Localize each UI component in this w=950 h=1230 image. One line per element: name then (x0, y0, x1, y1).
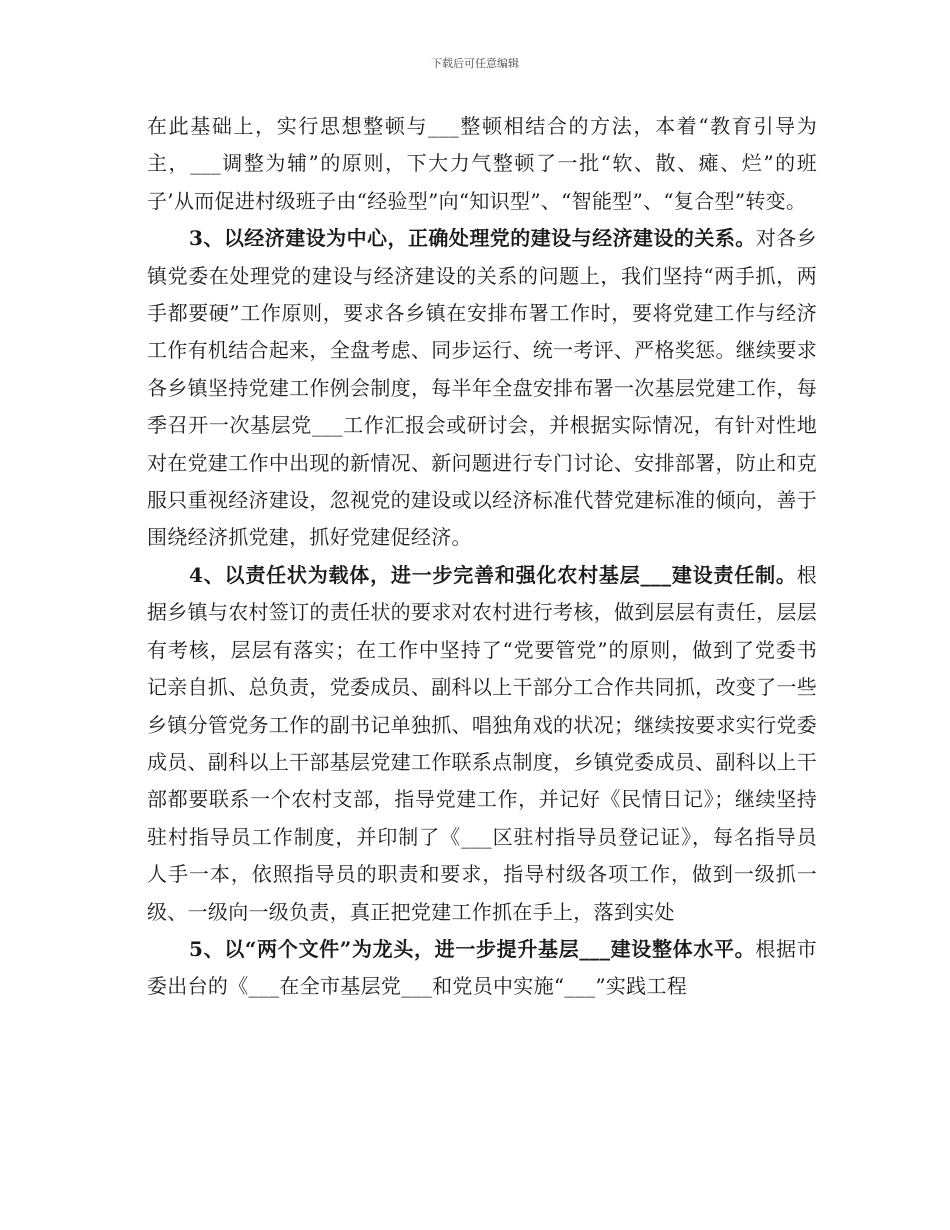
paragraph-section-3 (147, 220, 817, 557)
section-3-text: 对各乡镇党委在处理党的建设与经济建设的关系的问题上，我们坚持“两手抓，两手都要硬”工作原则，要求各乡镇在安排布署工作时，要将党建工作与经济工作有机结合起来，全盘考虑、同步运行、统一考评、严格奖惩。继续要求各乡镇坚持党建工作例会制度，每半年全盘安排布署一次基层党建工作，每季召开一次基层党___工作汇报会或研讨会，并根据实际情况，有针对性地对在党建工作中出现的新情况、新问题进行专门讨论、安排部署，防止和克服只重视经济建设，忽视党的建设或以经济标准代替党建标准的倾向，善于围绕经济抓党建，抓好党建促经济。 (147, 226, 817, 550)
paragraph-section-4 (147, 557, 817, 931)
section-4-heading: 4、以责任状为载体，进一步完善和强化农村基层___建设责任制。 (189, 562, 797, 587)
document-body (147, 108, 817, 1006)
paragraph-section-5 (147, 931, 817, 1006)
page-header: 下载后可任意编辑 (431, 57, 519, 70)
section-4-text: 根据乡镇与农村签订的责任状的要求对农村进行考核，做到层层有责任，层层有考核，层层有落实；在工作中坚持了“党要管党”的原则，做到了党委书记亲自抓、总负责，党委成员、副科以上干部分工合作共同抓，改变了一些乡镇分管党务工作的副书记单独抓、唱独角戏的状况；继续按要求实行党委成员、副科以上干部基层党建工作联系点制度，乡镇党委成员、副科以上干部都要联系一个农村支部，指导党建工作，并记好《民情日记》；继续坚持驻村指导员工作制度，并印制了《___区驻村指导员登记证》，每名指导员人手一本，依照指导员的职责和要求，指导村级各项工作，做到一级抓一级、一级向一级负责，真正把党建工作抓在手上，落到实处 (147, 562, 817, 924)
section-3-heading: 3、以经济建设为中心，正确处理党的建设与经济建设的关系。 (189, 226, 756, 251)
paragraph-intro (147, 108, 817, 220)
section-5-text: 根据市委出台的《___在全市基层党___和党员中实施“___”实践工程 (147, 936, 817, 999)
paragraph-text: 在此基础上，实行思想整顿与___整顿相结合的方法，本着“教育引导为主，___调整为辅”的原则，下大力气整顿了一批“软、散、瘫、烂”的班子’从而促进村级班子由“经验型”向“知识型”、“智能型”、“复合型”转变。 (147, 114, 817, 213)
section-5-heading: 5、以“两个文件”为龙头，进一步提升基层___建设整体水平。 (189, 936, 756, 961)
